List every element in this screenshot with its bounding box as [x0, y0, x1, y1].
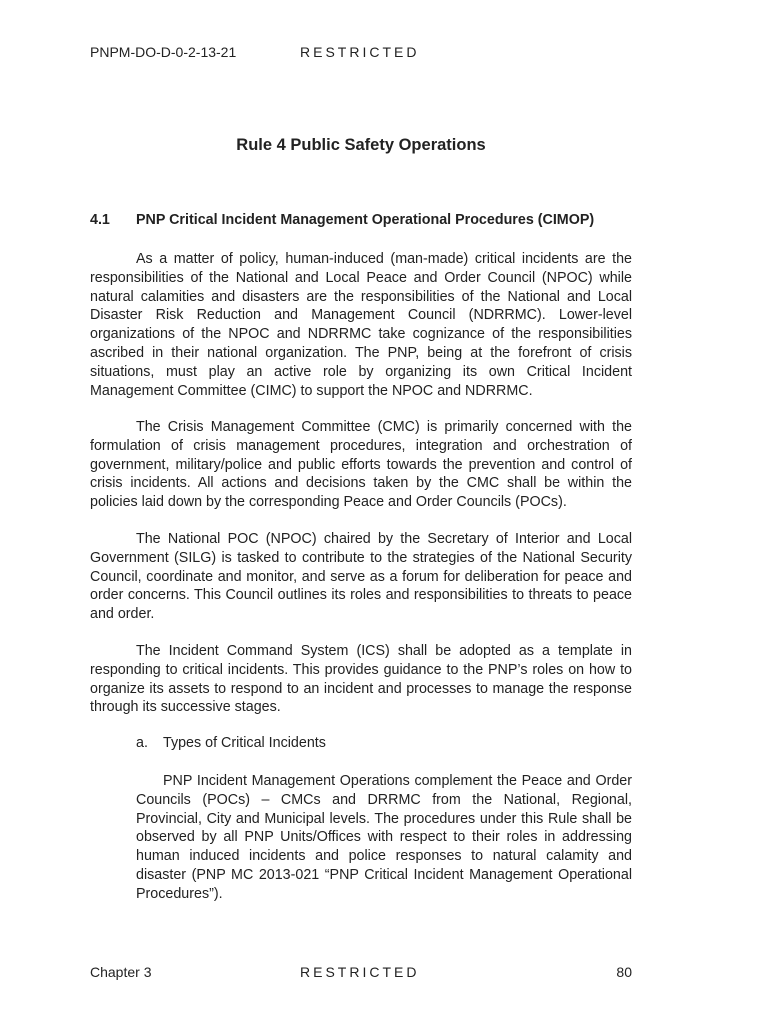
header-classification: RESTRICTED: [300, 44, 420, 60]
paragraph-cmc: The Crisis Management Committee (CMC) is primarily concerned with the formulation of crisis management procedures, integration and orchestration of government, military/police and public efforts towards the prevention and control of crisis incidents. All actions and decisions taken by the CMC shall be within the policies laid down by the corresponding Peace and Order Councils (POCs).: [90, 419, 632, 511]
paragraph-policy: As a matter of policy, human-induced (man-made) critical incidents are the responsibilities of the National and Local Peace and Order Council (NPOC) while natural calamities and disasters are the responsibilities of the National and Local Disaster Risk Reduction and Management Council (NDRRMC). Lower-level organizations of the NPOC and NDRRMC take cognizance of the responsibilities ascribed in their national organization. The PNP, being at the forefront of crisis situations, must play an active role by organizing its own Critical Incident Management Committee (CIMC) to support the NPOC and NDRRMC.: [90, 251, 632, 399]
section-number: 4.1: [90, 212, 110, 228]
paragraph-incident-operations: PNP Incident Management Operations complement the Peace and Order Councils (POCs) – CMCs and DRRMC from the National, Regional, Provincial, City and Municipal levels. The procedures under this Rule shall be observed by all PNP Units/Offices with respect to their roles in addressing human induced incidents and police responses to natural calamity and disaster (PNP MC 2013-021 “PNP Critical Incident Management Operational Procedures”).: [136, 773, 632, 902]
header-doc-code: PNPM-DO-D-0-2-13-21: [90, 44, 237, 60]
subsection-letter: a.: [136, 735, 148, 751]
footer-classification: RESTRICTED: [300, 964, 420, 980]
paragraph-ics: The Incident Command System (ICS) shall be adopted as a template in responding to critical incidents. This provides guidance to the PNP’s roles on how to organize its assets to respond to an incident and processes to manage the response through its successive stages.: [90, 643, 632, 716]
subsection-title: Types of Critical Incidents: [163, 735, 326, 751]
section-title: PNP Critical Incident Management Operational Procedures (CIMOP): [136, 212, 595, 228]
rule-title: Rule 4 Public Safety Operations: [236, 136, 486, 154]
footer-page-number: 80: [616, 964, 632, 980]
footer-chapter: Chapter 3: [90, 964, 152, 980]
paragraph-npoc: The National POC (NPOC) chaired by the Secretary of Interior and Local Government (SILG) is tasked to contribute to the strategies of the National Security Council, coordinate and monitor, and serve as a forum for deliberation for peace and order concerns. This Council outlines its roles and responsibilities to threats to peace and order.: [90, 531, 632, 623]
